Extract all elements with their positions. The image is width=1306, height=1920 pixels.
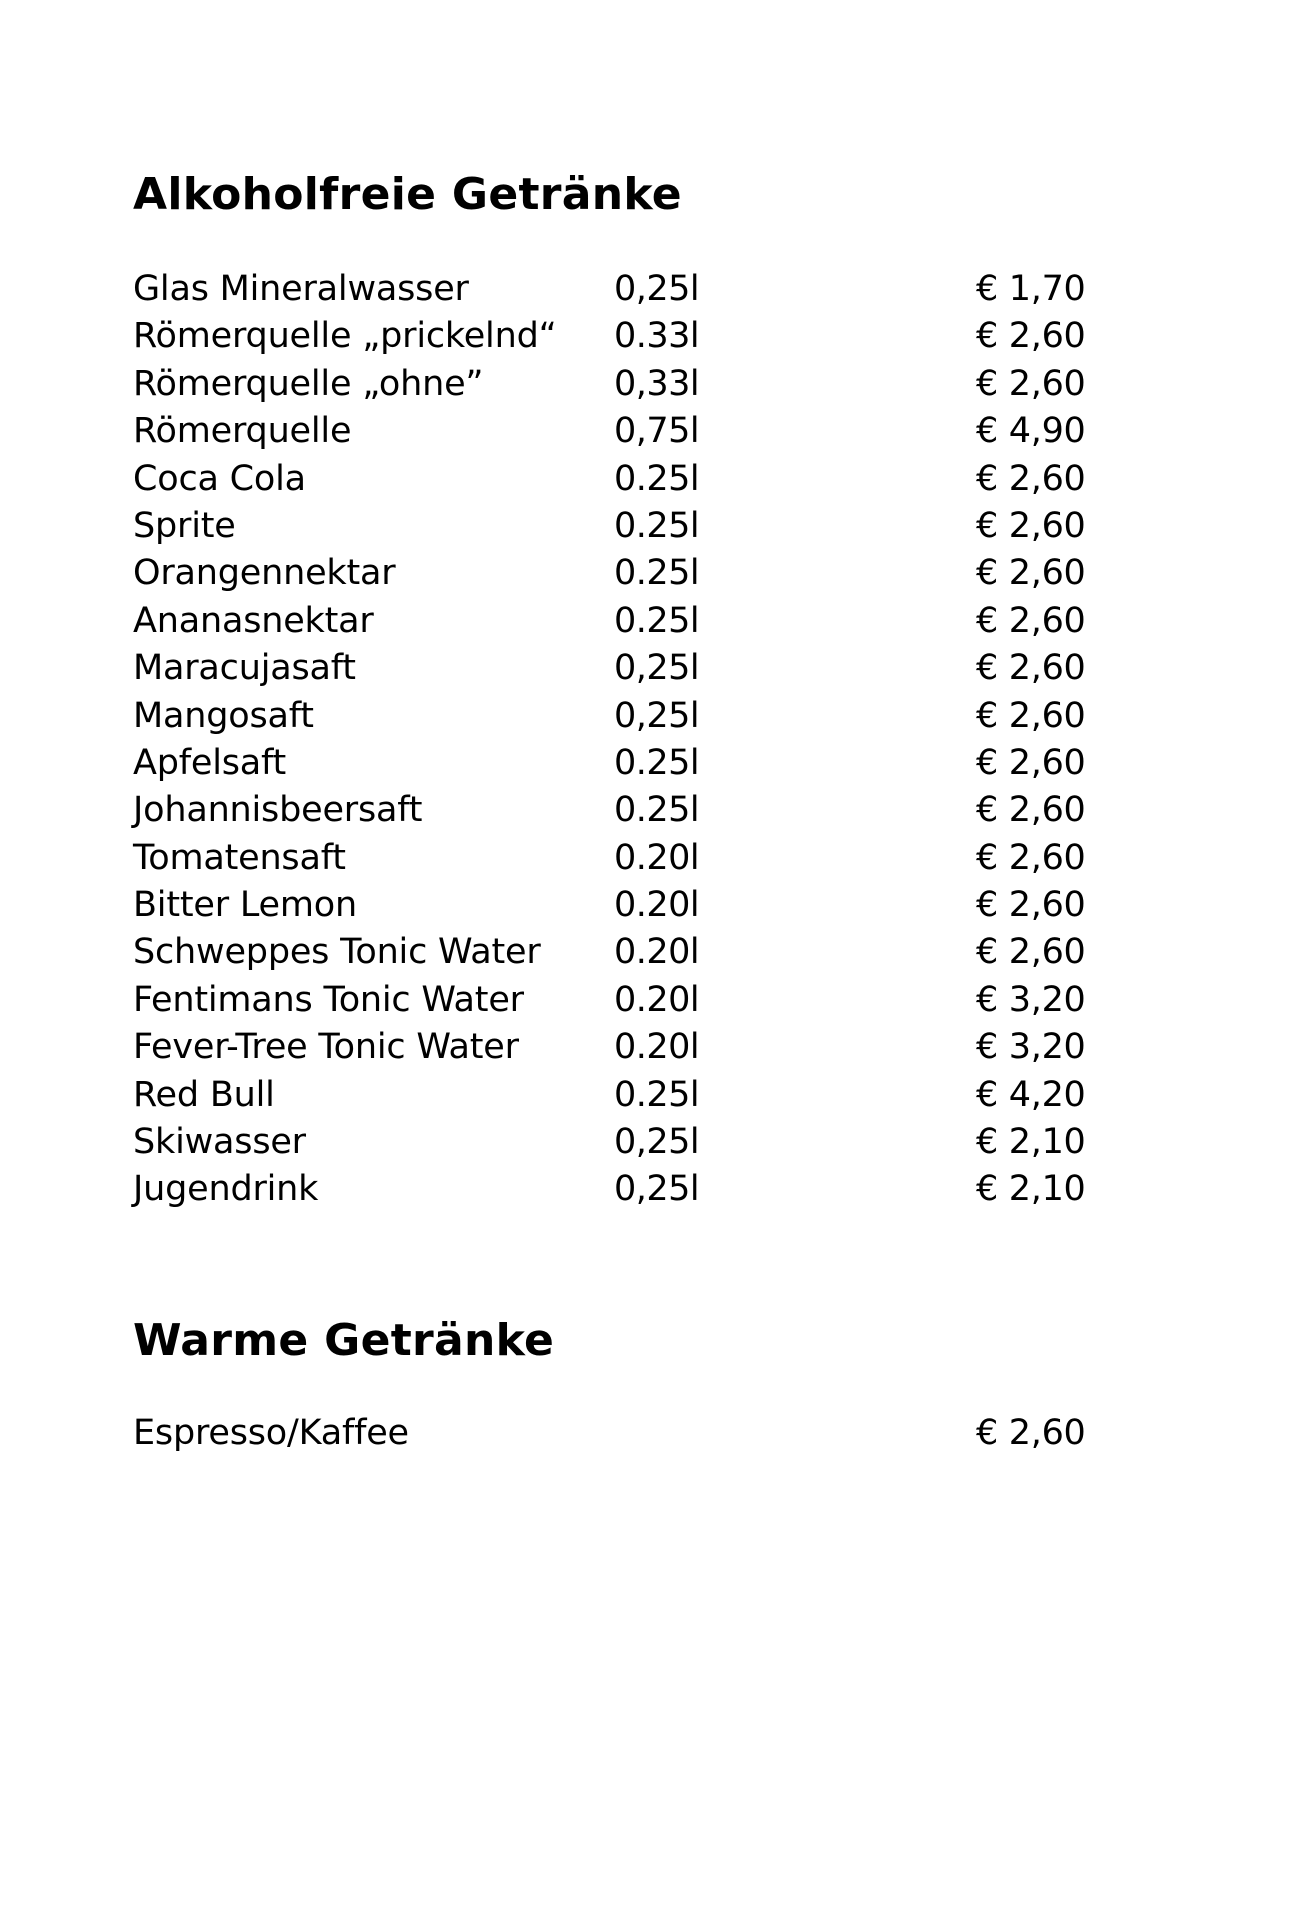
item-name: Red Bull (133, 1074, 275, 1115)
menu-item-row (0, 598, 1306, 645)
item-name: Skiwasser (133, 1122, 306, 1163)
menu-item-row (0, 550, 1306, 597)
drinks-list-alkoholfreie (0, 266, 1306, 1214)
menu-item-row (0, 835, 1306, 882)
menu-item-row (0, 787, 1306, 834)
menu-item-row (0, 313, 1306, 360)
item-volume: 0,25l (614, 1169, 700, 1210)
item-name: Orangennektar (133, 553, 396, 594)
item-name: Apfelsaft (133, 742, 287, 783)
menu-item-row (0, 361, 1306, 408)
item-price: € 2,60 (976, 648, 1086, 689)
menu-item-row (0, 740, 1306, 787)
item-name: Espresso/Kaffee (133, 1413, 409, 1453)
item-price: € 2,60 (976, 932, 1086, 973)
item-price: € 2,60 (976, 505, 1086, 546)
menu-item-row (0, 1072, 1306, 1119)
item-volume: 0.25l (614, 600, 700, 641)
item-volume: 0.25l (614, 1074, 700, 1115)
item-volume: 0.25l (614, 790, 700, 831)
item-price: € 2,60 (976, 316, 1086, 357)
item-price: € 2,60 (976, 363, 1086, 404)
drinks-list-warme (0, 1410, 1306, 1457)
menu-item-row (0, 693, 1306, 740)
item-price: € 2,60 (976, 790, 1086, 831)
item-volume: 0.20l (614, 1027, 700, 1068)
item-name: Fentimans Tonic Water (133, 979, 524, 1020)
item-name: Maracujasaft (133, 648, 356, 689)
item-price: € 1,70 (976, 269, 1086, 309)
item-volume: 0.20l (614, 932, 700, 973)
item-volume: 0,25l (614, 695, 700, 736)
item-name: Glas Mineralwasser (133, 269, 469, 309)
item-volume: 0,25l (614, 1122, 700, 1163)
item-price: € 2,60 (976, 1413, 1086, 1453)
item-name: Johannisbeersaft (133, 790, 423, 831)
item-price: € 2,10 (976, 1122, 1086, 1163)
menu-item-row (0, 1166, 1306, 1213)
item-price: € 4,90 (976, 411, 1086, 452)
item-volume: 0,33l (614, 363, 700, 404)
item-volume: 0.20l (614, 837, 700, 878)
menu-item-row (0, 645, 1306, 692)
item-price: € 3,20 (976, 1027, 1086, 1068)
item-price: € 2,60 (976, 695, 1086, 736)
section-title-warme-getraenke: Warme Getränke (133, 1315, 555, 1366)
item-name: Coca Cola (133, 458, 306, 499)
item-volume: 0.25l (614, 505, 700, 546)
menu-item-row (0, 1119, 1306, 1166)
section-title-alkoholfreie-getraenke: Alkoholfreie Getränke (133, 169, 682, 220)
item-volume: 0.33l (614, 316, 700, 357)
item-price: € 2,10 (976, 1169, 1086, 1210)
item-price: € 2,60 (976, 553, 1086, 594)
item-volume: 0,25l (614, 648, 700, 689)
item-price: € 3,20 (976, 979, 1086, 1020)
item-name: Schweppes Tonic Water (133, 932, 541, 973)
item-name: Ananasnektar (133, 600, 374, 641)
item-name: Römerquelle „prickelnd“ (133, 316, 557, 357)
item-price: € 2,60 (976, 742, 1086, 783)
menu-item-row (0, 882, 1306, 929)
item-name: Bitter Lemon (133, 885, 357, 926)
item-name: Fever-Tree Tonic Water (133, 1027, 519, 1068)
item-name: Römerquelle „ohne” (133, 363, 484, 404)
item-volume: 0.25l (614, 458, 700, 499)
item-name: Tomatensaft (133, 837, 346, 878)
item-volume: 0.20l (614, 979, 700, 1020)
item-volume: 0.25l (614, 553, 700, 594)
menu-item-row (0, 266, 1306, 313)
menu-item-row (0, 1024, 1306, 1071)
item-volume: 0.20l (614, 885, 700, 926)
item-price: € 4,20 (976, 1074, 1086, 1115)
menu-item-row (0, 929, 1306, 976)
item-name: Römerquelle (133, 411, 352, 452)
item-price: € 2,60 (976, 885, 1086, 926)
menu-item-row (0, 456, 1306, 503)
menu-item-row (0, 977, 1306, 1024)
menu-item-row (0, 408, 1306, 455)
item-price: € 2,60 (976, 458, 1086, 499)
item-price: € 2,60 (976, 837, 1086, 878)
item-name: Jugendrink (133, 1169, 319, 1210)
item-volume: 0,75l (614, 411, 700, 452)
item-name: Sprite (133, 505, 236, 546)
item-name: Mangosaft (133, 695, 314, 736)
menu-item-row (0, 1410, 1306, 1457)
item-volume: 0,25l (614, 269, 700, 309)
menu-item-row (0, 503, 1306, 550)
item-volume: 0.25l (614, 742, 700, 783)
item-price: € 2,60 (976, 600, 1086, 641)
